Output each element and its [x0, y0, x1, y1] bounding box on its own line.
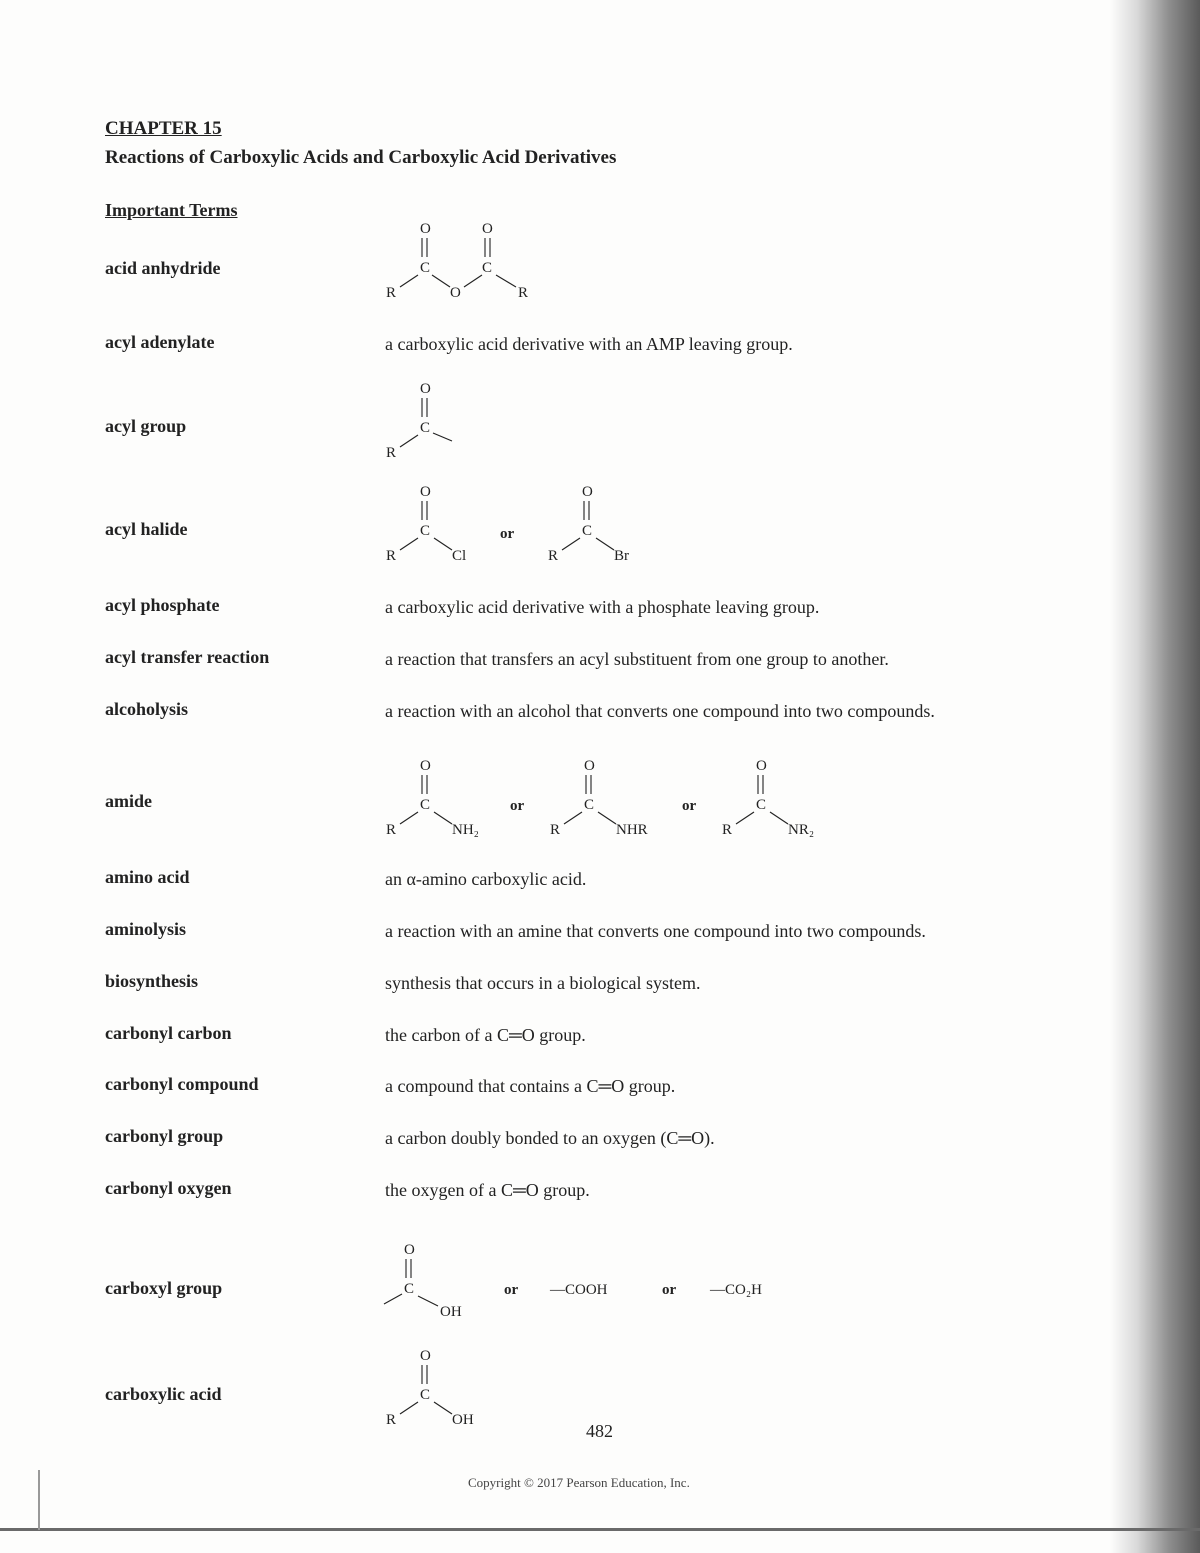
structure-acyl-group	[380, 375, 490, 465]
term-carbonyl-carbon: carbonyl carbon	[105, 1023, 232, 1043]
svg-text:O: O	[450, 285, 461, 301]
svg-text:O: O	[420, 484, 431, 500]
svg-text:O: O	[482, 221, 493, 237]
svg-text:OH: OH	[440, 1304, 462, 1320]
binding-shadow	[1110, 0, 1200, 1553]
svg-text:O: O	[582, 484, 593, 500]
term-carboxylic-acid: carboxylic acid	[105, 1384, 222, 1404]
term-carbonyl-compound: carbonyl compound	[105, 1074, 259, 1094]
svg-text:C: C	[584, 797, 595, 813]
svg-text:—COOH: —COOH	[550, 1282, 608, 1298]
svg-text:NR₂: NR₂	[788, 822, 815, 838]
term-acyl-adenylate: acyl adenylate	[105, 332, 215, 352]
svg-text:O: O	[420, 1348, 431, 1364]
svg-text:C: C	[482, 260, 493, 276]
svg-text:R: R	[548, 548, 559, 564]
svg-text:O: O	[420, 381, 431, 397]
chapter-title: CHAPTER 15	[105, 118, 222, 139]
svg-text:or: or	[504, 1282, 519, 1298]
svg-text:or: or	[662, 1282, 677, 1298]
svg-text:R: R	[722, 822, 733, 838]
term-acyl-phosphate: acyl phosphate	[105, 595, 220, 615]
term-carbonyl-oxygen: carbonyl oxygen	[105, 1178, 232, 1198]
definition-carbonyl-group: a carbon doubly bonded to an oxygen (C═O).	[385, 1128, 715, 1148]
definition-amino-acid: an α-amino carboxylic acid.	[385, 869, 587, 889]
svg-text:R: R	[386, 822, 397, 838]
svg-text:R: R	[386, 548, 397, 564]
svg-text:NHR: NHR	[616, 822, 648, 838]
term-amino-acid: amino acid	[105, 867, 190, 887]
svg-text:O: O	[420, 221, 431, 237]
section-heading: Important Terms	[105, 200, 238, 220]
term-biosynthesis: biosynthesis	[105, 971, 199, 991]
svg-text:R: R	[386, 445, 397, 461]
svg-text:R: R	[386, 285, 397, 301]
svg-text:R: R	[386, 1412, 397, 1428]
term-amide: amide	[105, 791, 152, 811]
svg-text:NH₂: NH₂	[452, 822, 479, 838]
definition-alcoholysis: a reaction with an alcohol that converts one compound into two compounds.	[385, 701, 935, 721]
term-aminolysis: aminolysis	[105, 919, 187, 939]
definition-carbonyl-carbon: the carbon of a C═O group.	[385, 1025, 586, 1045]
term-acyl-transfer-reaction: acyl transfer reaction	[105, 647, 270, 667]
definition-acyl-transfer-reaction: a reaction that transfers an acyl substituent from one group to another.	[385, 649, 889, 669]
svg-text:R: R	[550, 822, 561, 838]
svg-text:OH: OH	[452, 1412, 474, 1428]
term-carbonyl-group: carbonyl group	[105, 1126, 224, 1146]
svg-text:O: O	[756, 758, 767, 774]
scan-mark	[38, 1470, 40, 1530]
definition-acyl-adenylate: a carboxylic acid derivative with an AMP leaving group.	[385, 334, 793, 354]
svg-text:Br: Br	[614, 548, 629, 564]
definition-acyl-phosphate: a carboxylic acid derivative with a phosphate leaving group.	[385, 597, 820, 617]
svg-text:C: C	[404, 1281, 415, 1297]
svg-text:or: or	[510, 798, 525, 814]
structure-carboxylic-acid	[380, 1342, 510, 1432]
page-bottom-edge	[0, 1528, 1200, 1531]
svg-text:R: R	[518, 285, 529, 301]
structure-acid-anhydride	[380, 215, 550, 305]
term-alcoholysis: alcoholysis	[105, 699, 189, 719]
chapter-subtitle: Reactions of Carboxylic Acids and Carboxylic Acid Derivatives	[105, 147, 617, 168]
copyright-notice: Copyright © 2017 Pearson Education, Inc.	[468, 1475, 690, 1490]
svg-text:C: C	[582, 523, 593, 539]
svg-text:O: O	[404, 1242, 415, 1258]
svg-text:Cl: Cl	[452, 548, 467, 564]
svg-text:or: or	[500, 526, 515, 542]
definition-carbonyl-compound: a compound that contains a C═O group.	[385, 1076, 676, 1096]
svg-text:O: O	[420, 758, 431, 774]
term-acid-anhydride: acid anhydride	[105, 258, 221, 278]
svg-text:C: C	[420, 523, 431, 539]
term-acyl-halide: acyl halide	[105, 519, 188, 539]
svg-text:C: C	[420, 420, 431, 436]
definition-aminolysis: a reaction with an amine that converts one compound into two compounds.	[385, 921, 926, 941]
term-carboxyl-group: carboxyl group	[105, 1278, 223, 1298]
page-number: 482	[586, 1421, 613, 1441]
svg-text:—CO₂H: —CO₂H	[710, 1282, 762, 1298]
definition-carbonyl-oxygen: the oxygen of a C═O group.	[385, 1180, 590, 1200]
structure-acyl-halide	[380, 478, 660, 568]
svg-text:C: C	[420, 1387, 431, 1403]
svg-text:or: or	[682, 798, 697, 814]
svg-text:C: C	[420, 797, 431, 813]
structure-amide	[380, 752, 850, 847]
svg-text:C: C	[756, 797, 767, 813]
term-acyl-group: acyl group	[105, 416, 187, 436]
svg-text:O: O	[584, 758, 595, 774]
structure-carboxyl-group	[380, 1236, 820, 1326]
svg-text:C: C	[420, 260, 431, 276]
definition-biosynthesis: synthesis that occurs in a biological system.	[385, 973, 701, 993]
